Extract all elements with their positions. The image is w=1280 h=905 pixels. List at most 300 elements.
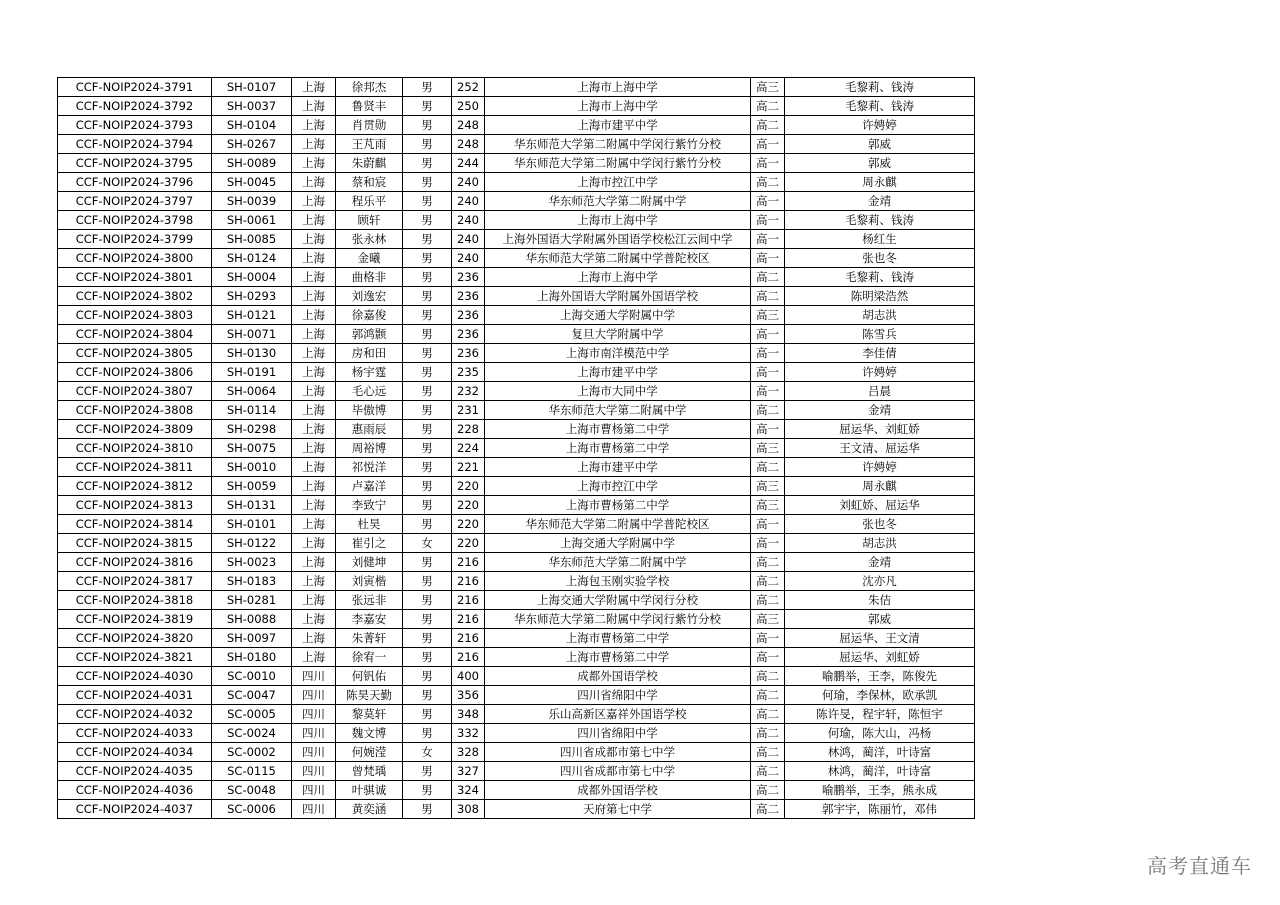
cell-score: 400 (452, 667, 485, 686)
cell-grade: 高二 (751, 743, 785, 762)
cell-province: 上海 (292, 116, 336, 135)
cell-coach: 何瑜，李保林，欧承凯 (785, 686, 975, 705)
cell-school: 上海市控江中学 (485, 173, 751, 192)
cell-coach: 屈运华、刘虹娇 (785, 420, 975, 439)
cell-score: 216 (452, 591, 485, 610)
cell-province: 上海 (292, 572, 336, 591)
cell-province: 上海 (292, 154, 336, 173)
cell-contestant-id: CCF-NOIP2024-3811 (58, 458, 212, 477)
cell-contestant-id: CCF-NOIP2024-3815 (58, 534, 212, 553)
cell-gender: 男 (403, 211, 452, 230)
cell-province: 上海 (292, 230, 336, 249)
cell-gender: 男 (403, 762, 452, 781)
cell-gender: 男 (403, 154, 452, 173)
cell-school: 成都外国语学校 (485, 781, 751, 800)
cell-coach: 张也冬 (785, 249, 975, 268)
cell-name: 王芃雨 (336, 135, 403, 154)
cell-school: 华东师范大学第二附属中学普陀校区 (485, 515, 751, 534)
cell-coach: 陈雪兵 (785, 325, 975, 344)
cell-name: 徐嘉俊 (336, 306, 403, 325)
cell-school: 上海市大同中学 (485, 382, 751, 401)
cell-name: 蔡和宸 (336, 173, 403, 192)
cell-score: 240 (452, 249, 485, 268)
cell-school: 华东师范大学第二附属中学 (485, 401, 751, 420)
cell-seat-id: SH-0097 (212, 629, 292, 648)
table-row (58, 173, 975, 192)
cell-contestant-id: CCF-NOIP2024-3816 (58, 553, 212, 572)
cell-seat-id: SC-0006 (212, 800, 292, 819)
cell-gender: 女 (403, 743, 452, 762)
cell-gender: 男 (403, 477, 452, 496)
cell-gender: 男 (403, 800, 452, 819)
cell-seat-id: SC-0010 (212, 667, 292, 686)
cell-contestant-id: CCF-NOIP2024-4033 (58, 724, 212, 743)
cell-seat-id: SH-0023 (212, 553, 292, 572)
cell-coach: 刘虹娇、屈运华 (785, 496, 975, 515)
cell-gender: 男 (403, 496, 452, 515)
cell-gender: 男 (403, 439, 452, 458)
cell-grade: 高二 (751, 762, 785, 781)
cell-name: 黎莫轩 (336, 705, 403, 724)
cell-coach: 吕晨 (785, 382, 975, 401)
cell-name: 朱蔚麒 (336, 154, 403, 173)
table-row (58, 325, 975, 344)
cell-coach: 沈亦凡 (785, 572, 975, 591)
table-body (58, 78, 975, 819)
cell-gender: 男 (403, 667, 452, 686)
cell-gender: 男 (403, 401, 452, 420)
cell-contestant-id: CCF-NOIP2024-3803 (58, 306, 212, 325)
cell-name: 徐宥一 (336, 648, 403, 667)
cell-score: 228 (452, 420, 485, 439)
cell-name: 张远非 (336, 591, 403, 610)
cell-contestant-id: CCF-NOIP2024-3797 (58, 192, 212, 211)
cell-gender: 男 (403, 230, 452, 249)
table-row (58, 629, 975, 648)
cell-gender: 男 (403, 192, 452, 211)
cell-gender: 男 (403, 515, 452, 534)
cell-seat-id: SC-0115 (212, 762, 292, 781)
cell-coach: 郭威 (785, 135, 975, 154)
table-row (58, 344, 975, 363)
cell-school: 上海市曹杨第二中学 (485, 496, 751, 515)
cell-province: 上海 (292, 401, 336, 420)
cell-school: 华东师范大学第二附属中学普陀校区 (485, 249, 751, 268)
cell-seat-id: SH-0101 (212, 515, 292, 534)
cell-school: 上海市曹杨第二中学 (485, 648, 751, 667)
cell-coach: 陈明梁浩然 (785, 287, 975, 306)
cell-name: 惠雨辰 (336, 420, 403, 439)
cell-score: 231 (452, 401, 485, 420)
cell-school: 四川省成都市第七中学 (485, 743, 751, 762)
cell-contestant-id: CCF-NOIP2024-3810 (58, 439, 212, 458)
cell-score: 327 (452, 762, 485, 781)
cell-province: 上海 (292, 325, 336, 344)
cell-score: 224 (452, 439, 485, 458)
cell-grade: 高二 (751, 116, 785, 135)
cell-gender: 男 (403, 781, 452, 800)
cell-grade: 高一 (751, 363, 785, 382)
cell-seat-id: SH-0114 (212, 401, 292, 420)
cell-score: 216 (452, 572, 485, 591)
table-row (58, 553, 975, 572)
table-row (58, 686, 975, 705)
cell-grade: 高一 (751, 249, 785, 268)
cell-province: 上海 (292, 192, 336, 211)
cell-seat-id: SH-0085 (212, 230, 292, 249)
cell-gender: 男 (403, 97, 452, 116)
cell-grade: 高二 (751, 724, 785, 743)
cell-grade: 高三 (751, 78, 785, 97)
cell-coach: 胡志洪 (785, 306, 975, 325)
cell-coach: 许娉婷 (785, 363, 975, 382)
cell-seat-id: SH-0004 (212, 268, 292, 287)
cell-school: 上海市上海中学 (485, 78, 751, 97)
cell-province: 上海 (292, 287, 336, 306)
cell-contestant-id: CCF-NOIP2024-3806 (58, 363, 212, 382)
cell-coach: 朱佶 (785, 591, 975, 610)
cell-contestant-id: CCF-NOIP2024-4036 (58, 781, 212, 800)
cell-seat-id: SH-0107 (212, 78, 292, 97)
cell-score: 236 (452, 268, 485, 287)
cell-school: 上海交通大学附属中学闵行分校 (485, 591, 751, 610)
cell-grade: 高二 (751, 781, 785, 800)
cell-coach: 金靖 (785, 401, 975, 420)
cell-school: 乐山高新区嘉祥外国语学校 (485, 705, 751, 724)
cell-contestant-id: CCF-NOIP2024-3800 (58, 249, 212, 268)
cell-score: 308 (452, 800, 485, 819)
cell-grade: 高一 (751, 135, 785, 154)
cell-gender: 男 (403, 458, 452, 477)
cell-school: 上海市曹杨第二中学 (485, 629, 751, 648)
table-row (58, 439, 975, 458)
cell-seat-id: SH-0075 (212, 439, 292, 458)
cell-gender: 男 (403, 382, 452, 401)
cell-school: 上海市上海中学 (485, 268, 751, 287)
cell-seat-id: SH-0183 (212, 572, 292, 591)
cell-seat-id: SH-0191 (212, 363, 292, 382)
cell-name: 黄奕涵 (336, 800, 403, 819)
cell-seat-id: SH-0089 (212, 154, 292, 173)
cell-contestant-id: CCF-NOIP2024-3820 (58, 629, 212, 648)
cell-gender: 男 (403, 553, 452, 572)
cell-province: 上海 (292, 306, 336, 325)
table-row (58, 724, 975, 743)
cell-seat-id: SC-0048 (212, 781, 292, 800)
cell-coach: 许娉婷 (785, 458, 975, 477)
cell-name: 李致宁 (336, 496, 403, 515)
cell-score: 216 (452, 648, 485, 667)
cell-contestant-id: CCF-NOIP2024-3813 (58, 496, 212, 515)
cell-grade: 高一 (751, 515, 785, 534)
cell-gender: 男 (403, 363, 452, 382)
cell-school: 天府第七中学 (485, 800, 751, 819)
cell-grade: 高一 (751, 648, 785, 667)
cell-seat-id: SH-0059 (212, 477, 292, 496)
cell-province: 上海 (292, 458, 336, 477)
cell-school: 上海交通大学附属中学 (485, 534, 751, 553)
cell-gender: 男 (403, 572, 452, 591)
cell-seat-id: SH-0298 (212, 420, 292, 439)
cell-grade: 高一 (751, 192, 785, 211)
cell-score: 220 (452, 477, 485, 496)
cell-name: 金曦 (336, 249, 403, 268)
table-row (58, 648, 975, 667)
cell-seat-id: SH-0010 (212, 458, 292, 477)
cell-grade: 高一 (751, 230, 785, 249)
cell-province: 上海 (292, 97, 336, 116)
cell-coach: 李佳倩 (785, 344, 975, 363)
cell-score: 216 (452, 610, 485, 629)
cell-seat-id: SH-0121 (212, 306, 292, 325)
cell-name: 毛心远 (336, 382, 403, 401)
cell-gender: 男 (403, 325, 452, 344)
cell-score: 221 (452, 458, 485, 477)
watermark: 高考直通车 (1147, 854, 1252, 878)
cell-name: 祁悦洋 (336, 458, 403, 477)
cell-name: 肖贯勋 (336, 116, 403, 135)
cell-school: 上海市建平中学 (485, 363, 751, 382)
cell-seat-id: SH-0130 (212, 344, 292, 363)
table-row (58, 610, 975, 629)
cell-contestant-id: CCF-NOIP2024-3818 (58, 591, 212, 610)
cell-school: 华东师范大学第二附属中学闵行紫竹分校 (485, 610, 751, 629)
cell-school: 四川省绵阳中学 (485, 686, 751, 705)
cell-gender: 男 (403, 249, 452, 268)
table-row (58, 477, 975, 496)
cell-grade: 高二 (751, 705, 785, 724)
cell-score: 235 (452, 363, 485, 382)
cell-school: 上海市南洋模范中学 (485, 344, 751, 363)
cell-coach: 喻鹏举，王李，熊永成 (785, 781, 975, 800)
table-row (58, 306, 975, 325)
cell-school: 上海外国语大学附属外国语学校松江云间中学 (485, 230, 751, 249)
table-row (58, 135, 975, 154)
table-row (58, 154, 975, 173)
cell-coach: 毛黎莉、钱涛 (785, 268, 975, 287)
cell-score: 356 (452, 686, 485, 705)
cell-grade: 高一 (751, 629, 785, 648)
cell-score: 248 (452, 116, 485, 135)
cell-province: 上海 (292, 553, 336, 572)
cell-coach: 屈运华、刘虹娇 (785, 648, 975, 667)
cell-coach: 屈运华、王文清 (785, 629, 975, 648)
cell-score: 216 (452, 629, 485, 648)
cell-grade: 高三 (751, 439, 785, 458)
cell-grade: 高一 (751, 382, 785, 401)
cell-grade: 高一 (751, 420, 785, 439)
cell-coach: 喻鹏举，王李，陈俊先 (785, 667, 975, 686)
cell-coach: 毛黎莉、钱涛 (785, 97, 975, 116)
cell-province: 上海 (292, 382, 336, 401)
cell-grade: 高二 (751, 458, 785, 477)
cell-school: 华东师范大学第二附属中学闵行紫竹分校 (485, 154, 751, 173)
cell-province: 上海 (292, 477, 336, 496)
cell-name: 张永林 (336, 230, 403, 249)
cell-grade: 高二 (751, 553, 785, 572)
cell-school: 华东师范大学第二附属中学 (485, 192, 751, 211)
cell-province: 上海 (292, 648, 336, 667)
cell-province: 四川 (292, 781, 336, 800)
cell-score: 248 (452, 135, 485, 154)
cell-name: 陈昊天勤 (336, 686, 403, 705)
cell-gender: 男 (403, 420, 452, 439)
cell-province: 上海 (292, 591, 336, 610)
cell-score: 250 (452, 97, 485, 116)
cell-gender: 男 (403, 648, 452, 667)
cell-province: 上海 (292, 78, 336, 97)
cell-score: 244 (452, 154, 485, 173)
cell-name: 魏文博 (336, 724, 403, 743)
cell-province: 上海 (292, 534, 336, 553)
table-row (58, 515, 975, 534)
cell-coach: 郭威 (785, 154, 975, 173)
cell-grade: 高二 (751, 667, 785, 686)
cell-score: 216 (452, 553, 485, 572)
cell-seat-id: SH-0124 (212, 249, 292, 268)
cell-contestant-id: CCF-NOIP2024-3801 (58, 268, 212, 287)
cell-province: 上海 (292, 173, 336, 192)
cell-province: 上海 (292, 135, 336, 154)
cell-grade: 高二 (751, 572, 785, 591)
cell-name: 毕傲博 (336, 401, 403, 420)
cell-score: 240 (452, 173, 485, 192)
cell-name: 房和田 (336, 344, 403, 363)
cell-seat-id: SH-0039 (212, 192, 292, 211)
cell-province: 上海 (292, 610, 336, 629)
cell-score: 348 (452, 705, 485, 724)
cell-contestant-id: CCF-NOIP2024-3794 (58, 135, 212, 154)
cell-contestant-id: CCF-NOIP2024-4031 (58, 686, 212, 705)
cell-coach: 林鸿，蔺洋，叶诗富 (785, 743, 975, 762)
cell-school: 上海市控江中学 (485, 477, 751, 496)
cell-school: 华东师范大学第二附属中学 (485, 553, 751, 572)
cell-coach: 陈许旻，程宇轩，陈恒宇 (785, 705, 975, 724)
cell-grade: 高二 (751, 800, 785, 819)
cell-contestant-id: CCF-NOIP2024-4035 (58, 762, 212, 781)
cell-grade: 高二 (751, 686, 785, 705)
cell-province: 上海 (292, 344, 336, 363)
cell-contestant-id: CCF-NOIP2024-3793 (58, 116, 212, 135)
cell-score: 236 (452, 287, 485, 306)
cell-contestant-id: CCF-NOIP2024-3808 (58, 401, 212, 420)
cell-contestant-id: CCF-NOIP2024-3791 (58, 78, 212, 97)
cell-gender: 男 (403, 629, 452, 648)
cell-coach: 杨红生 (785, 230, 975, 249)
cell-school: 上海交通大学附属中学 (485, 306, 751, 325)
table-row (58, 382, 975, 401)
cell-name: 曾梵瑀 (336, 762, 403, 781)
cell-province: 四川 (292, 686, 336, 705)
cell-grade: 高三 (751, 610, 785, 629)
table-row (58, 591, 975, 610)
cell-gender: 男 (403, 173, 452, 192)
cell-province: 上海 (292, 249, 336, 268)
cell-school: 上海市上海中学 (485, 97, 751, 116)
cell-province: 上海 (292, 363, 336, 382)
table-row (58, 230, 975, 249)
cell-gender: 男 (403, 306, 452, 325)
cell-school: 成都外国语学校 (485, 667, 751, 686)
cell-contestant-id: CCF-NOIP2024-4037 (58, 800, 212, 819)
cell-seat-id: SH-0267 (212, 135, 292, 154)
table-row (58, 762, 975, 781)
cell-seat-id: SH-0064 (212, 382, 292, 401)
cell-score: 252 (452, 78, 485, 97)
cell-name: 崔引之 (336, 534, 403, 553)
cell-contestant-id: CCF-NOIP2024-4032 (58, 705, 212, 724)
cell-school: 复旦大学附属中学 (485, 325, 751, 344)
cell-name: 曲格非 (336, 268, 403, 287)
table-row (58, 572, 975, 591)
cell-gender: 男 (403, 268, 452, 287)
cell-school: 华东师范大学第二附属中学闵行紫竹分校 (485, 135, 751, 154)
cell-gender: 男 (403, 724, 452, 743)
cell-coach: 何瑜，陈大山，冯杨 (785, 724, 975, 743)
cell-province: 四川 (292, 724, 336, 743)
table-row (58, 401, 975, 420)
cell-gender: 男 (403, 686, 452, 705)
table-row (58, 78, 975, 97)
cell-contestant-id: CCF-NOIP2024-3804 (58, 325, 212, 344)
cell-score: 220 (452, 515, 485, 534)
cell-name: 何婉滢 (336, 743, 403, 762)
table-row (58, 287, 975, 306)
cell-contestant-id: CCF-NOIP2024-4030 (58, 667, 212, 686)
cell-school: 上海市建平中学 (485, 116, 751, 135)
cell-province: 四川 (292, 667, 336, 686)
cell-contestant-id: CCF-NOIP2024-3805 (58, 344, 212, 363)
cell-coach: 许娉婷 (785, 116, 975, 135)
cell-gender: 男 (403, 344, 452, 363)
cell-school: 上海外国语大学附属外国语学校 (485, 287, 751, 306)
cell-school: 上海市建平中学 (485, 458, 751, 477)
table-row (58, 781, 975, 800)
cell-school: 上海包玉刚实验学校 (485, 572, 751, 591)
cell-score: 328 (452, 743, 485, 762)
cell-province: 上海 (292, 496, 336, 515)
cell-grade: 高一 (751, 344, 785, 363)
cell-seat-id: SC-0005 (212, 705, 292, 724)
cell-gender: 男 (403, 135, 452, 154)
result-table (57, 77, 975, 819)
cell-contestant-id: CCF-NOIP2024-3802 (58, 287, 212, 306)
cell-contestant-id: CCF-NOIP2024-3792 (58, 97, 212, 116)
cell-school: 四川省成都市第七中学 (485, 762, 751, 781)
cell-contestant-id: CCF-NOIP2024-3812 (58, 477, 212, 496)
cell-coach: 张也冬 (785, 515, 975, 534)
cell-gender: 男 (403, 610, 452, 629)
cell-grade: 高三 (751, 306, 785, 325)
table-row (58, 667, 975, 686)
table-row (58, 116, 975, 135)
cell-province: 上海 (292, 420, 336, 439)
cell-name: 周裕博 (336, 439, 403, 458)
cell-name: 鲁贤丰 (336, 97, 403, 116)
cell-province: 上海 (292, 629, 336, 648)
table-row (58, 496, 975, 515)
table-row (58, 705, 975, 724)
cell-score: 220 (452, 496, 485, 515)
cell-coach: 毛黎莉、钱涛 (785, 78, 975, 97)
cell-province: 上海 (292, 515, 336, 534)
table-row (58, 249, 975, 268)
cell-coach: 胡志洪 (785, 534, 975, 553)
cell-province: 上海 (292, 439, 336, 458)
cell-contestant-id: CCF-NOIP2024-3798 (58, 211, 212, 230)
cell-seat-id: SC-0047 (212, 686, 292, 705)
cell-score: 220 (452, 534, 485, 553)
